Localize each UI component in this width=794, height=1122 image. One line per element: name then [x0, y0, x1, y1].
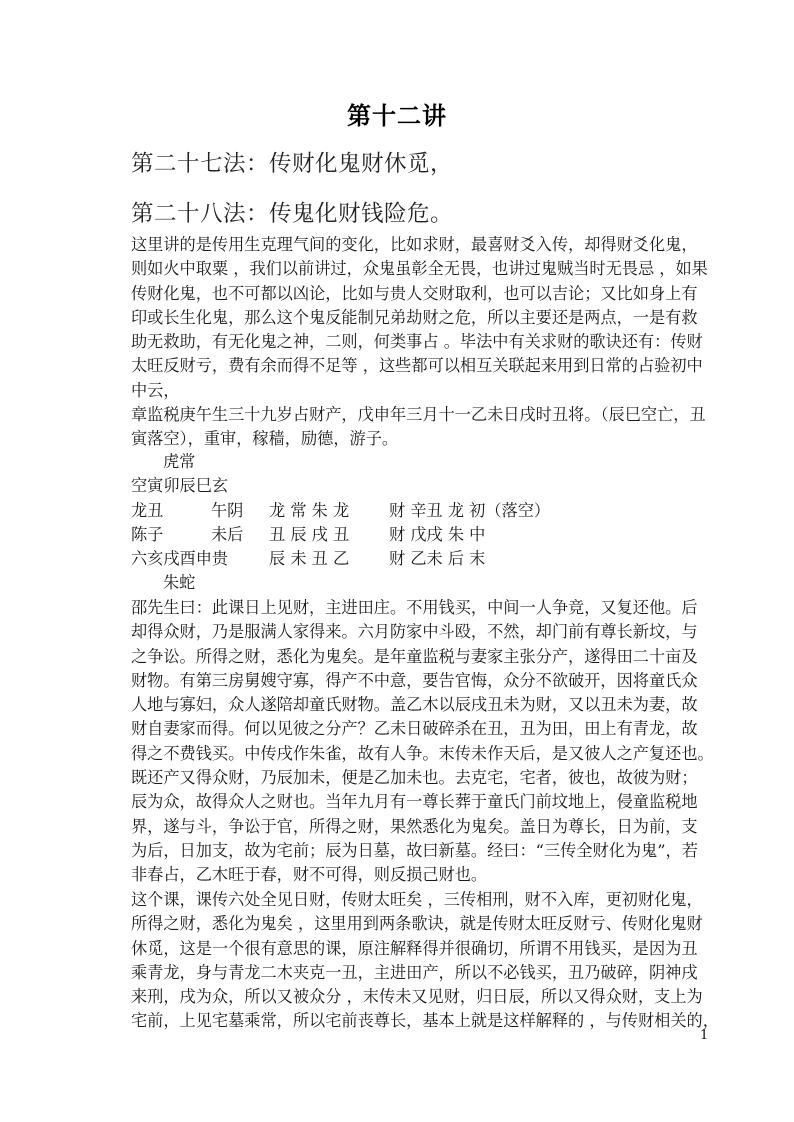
- chart-cell: 午阴: [211, 500, 244, 520]
- three-transmissions-cell: 财 乙未 后 末: [389, 549, 486, 569]
- text-line: 寅落空），重审，稼穑，励德，游子。: [131, 429, 399, 449]
- chart-cell: 陈子: [131, 524, 164, 544]
- chart-bottom-label-row: [131, 571, 707, 595]
- text-line: 助无救助，有无化鬼之神，二则，何类事占 。毕法中有关求财的歌诀还有：传财: [131, 332, 703, 352]
- chart-cell: 未后: [211, 524, 244, 544]
- three-transmissions-cell: 财 戊戌 朱 中: [389, 524, 486, 544]
- text-line: 印或长生化鬼，那么这个鬼反能制兄弟劫财之危，所以主要还是两点，一是有救: [131, 307, 698, 327]
- commentary-paragraph: [131, 596, 714, 888]
- text-line: 则如火中取粟 ，我们以前讲过，众鬼虽彰全无畏，也讲过鬼贼当时无畏忌 ，如果: [131, 259, 708, 279]
- chart-cell: 龙丑: [131, 500, 164, 520]
- chart-cell: 六亥戌酉申贵: [131, 549, 229, 569]
- chart-top-label: 虎常: [163, 452, 196, 471]
- four-lessons-cell: 龙 常 朱 龙: [269, 500, 350, 520]
- text-line: 为后，日加支，故为宅前；辰为日墓，故曰新墓。经曰：“三传全财化为鬼”，若: [131, 840, 698, 860]
- text-line: 财自妻家而得。何以见彼之分产？乙未日破碎杀在丑，丑为田，田上有青龙，故: [131, 719, 698, 739]
- chart-row-top: [131, 474, 707, 498]
- text-line: 邵先生曰：此课日上见财，主进田庄。不用钱买，中间一人争竞，又复还他。后: [131, 598, 698, 617]
- text-line: 乘青龙，身与青龙二木夹克一丑，主进田产，所以不必钱买，丑乃破碎，阴神戌: [131, 962, 698, 982]
- text-line: 传财化鬼，也不可都以凶论，比如与贵人交财取利，也可以吉论；又比如身上有: [131, 283, 698, 303]
- text-line: 非春占，乙木旺于春，财不可得，则反损己财也。: [131, 865, 488, 885]
- subtitle-method-27: 第二十七法：传财化鬼财休觅，: [131, 151, 454, 177]
- text-line: 所得之财，悉化为鬼矣 ，这里用到两条歌诀，就是传财太旺反财亏、传财化鬼财: [131, 914, 703, 934]
- text-line: 之争讼。所得之财，悉化为鬼矣。是年童监税与妻家主张分产，遂得田二十亩及: [131, 646, 698, 666]
- text-line: 来刑，戌为众，所以又被众分 ，末传未又见财，归日辰，所以又得众财，支上为: [131, 987, 703, 1007]
- text-line: 却得众财，乃是服满人家得来。六月防家中斗殴，不然，却门前有尊长新坟，与: [131, 622, 698, 642]
- analysis-paragraph: [131, 888, 719, 1034]
- text-line: 章监税庚午生三十九岁占财产，戊申年三月十一乙未日戌时丑将。（辰巳空亡，丑: [131, 405, 706, 425]
- text-line: 休觅，这是一个很有意思的课，原注解释得并很确切，所谓不用钱买，是因为丑: [131, 938, 698, 958]
- four-lessons-cell: 辰 未 丑 乙: [269, 549, 350, 569]
- chart-row: [131, 499, 707, 523]
- intro-paragraph: [131, 233, 707, 452]
- text-line: 辰为众，故得众人之财也。当年九月有一尊长葬于童氏门前坟地上，侵童监税地: [131, 792, 698, 812]
- chart-top-label-row: [131, 450, 707, 474]
- divination-chart: [131, 450, 707, 596]
- text-line: 得之不费钱买。中传戌作朱雀，故有人争。末传未作天后，是又彼人之产复还也。: [131, 743, 714, 763]
- text-line: 既还产又得众财，乃辰加未，便是乙加未也。去克宅，宅者，彼也，故彼为财；: [131, 768, 698, 788]
- three-transmissions-cell: 财 辛丑 龙 初（落空）: [389, 500, 551, 520]
- text-line: 这个课，课传六处全见日财，传财太旺矣 ，三传相刑，财不入库，更初财化鬼，: [131, 890, 703, 909]
- text-line: 这里讲的是传用生克理气间的变化，比如求财，最喜财爻入传，却得财爻化鬼，: [131, 235, 698, 254]
- text-line: 财物。有第三房舅嫂守寡，得产不中意，要告官悔，众分不欲破开，因将童氏众: [131, 670, 698, 690]
- text-line: 人地与寡妇，众人遂陪却童氏财物。盖乙木以辰戌丑未为财，又以丑未为妻，故: [131, 695, 698, 715]
- text-line: 中云，: [131, 380, 180, 400]
- text-line: 界，遂与斗，争讼于官，所得之财，果然悉化为鬼矣。盖日为尊长，日为前，支: [131, 816, 698, 836]
- subtitle-method-28: 第二十八法：传鬼化财钱险危。: [131, 201, 454, 227]
- chart-row: [131, 523, 707, 547]
- chart-bottom-label: 朱蛇: [163, 573, 196, 593]
- page-number: 1: [700, 1028, 709, 1043]
- four-lessons-cell: 丑 辰 戌 丑: [269, 524, 350, 544]
- chart-row: [131, 547, 707, 571]
- lecture-title: 第十二讲: [347, 102, 447, 130]
- text-line: 太旺反财亏，费有余而得不足等 ，这些都可以相互关联起来用到日常的占验初中: [131, 356, 703, 376]
- chart-top-branches: 空寅卯辰巳玄: [131, 476, 229, 496]
- text-line: 宅前，上见宅墓乘常，所以宅前丧尊长，基本上就是这样解释的 ，与传财相关的，: [131, 1011, 719, 1031]
